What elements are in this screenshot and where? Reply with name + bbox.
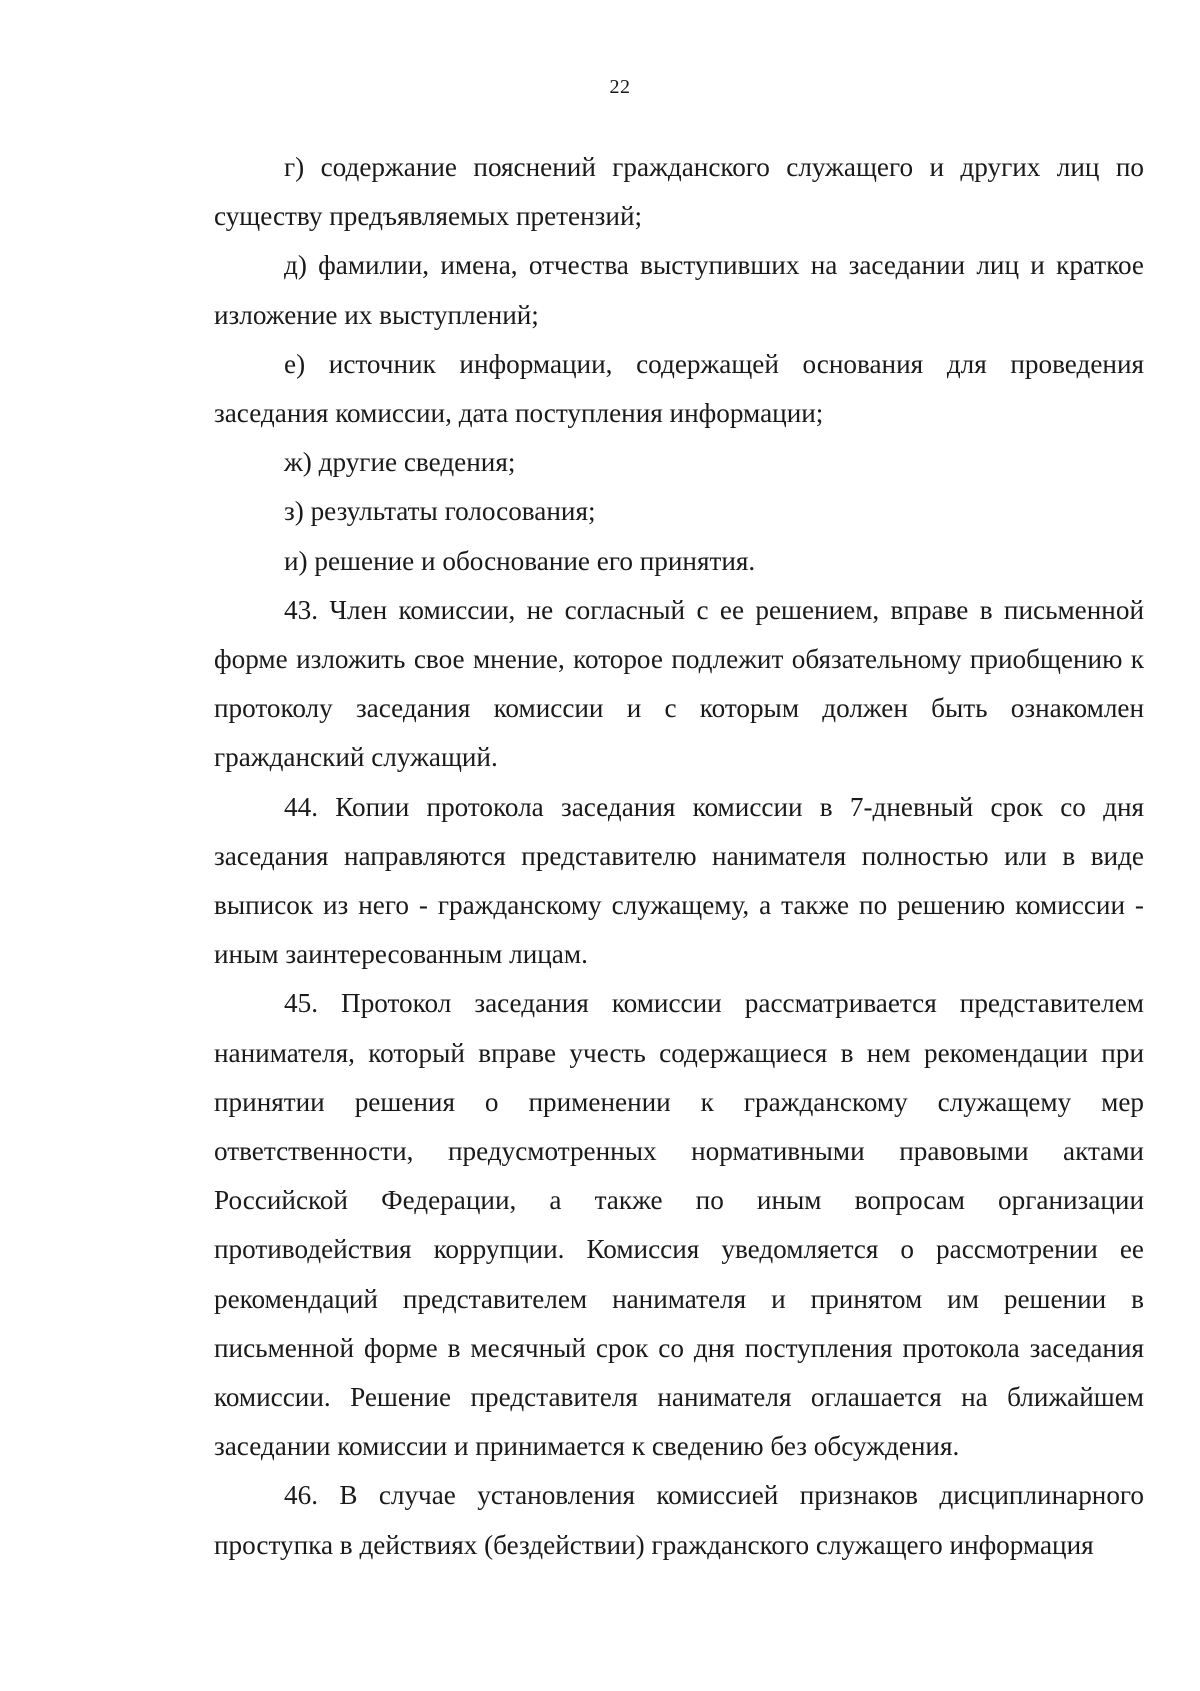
document-body xyxy=(214,143,1144,1570)
paragraph-i: и) решение и обоснование его принятия. xyxy=(284,545,756,576)
paragraph-46: 46. В случае установления комиссией признаков дисциплинарного проступка в действиях (бездействии) гражданского служащего информация xyxy=(214,1480,1144,1560)
paragraph-z: з) результаты голосования; xyxy=(284,496,596,527)
paragraph-e: е) источник информации, содержащей основания для проведения заседания комиссии, дата поступления информации; xyxy=(214,348,1144,429)
paragraph-44: 44. Копии протокола заседания комиссии в 7-дневный срок со дня заседания направляются представителю нанимателя полностью или в виде выписок из него - гражданскому служащему, а также по решению комиссии - иным заинтересованным лицам. xyxy=(214,791,1144,970)
paragraph-43: 43. Член комиссии, не согласный с ее решением, вправе в письменной форме изложить свое мнение, которое подлежит обязательному приобщению к протоколу заседания комиссии и с которым должен быть ознакомлен гражданский служащий. xyxy=(214,594,1144,773)
paragraph-d: д) фамилии, имена, отчества выступивших на заседании лиц и краткое изложение их выступлений; xyxy=(214,250,1144,330)
page-number: 22 xyxy=(609,76,631,98)
paragraph-zh: ж) другие сведения; xyxy=(284,447,516,478)
paragraph-45: 45. Протокол заседания комиссии рассматривается представителем нанимателя, который вправе учесть содержащиеся в нем рекомендации при принятии решения о применении к гражданскому служащему мер ответственности, предусмотренных нормативными правовыми актами Российской Федерации, а также по иным вопросам организации противодействия коррупции. Комиссия уведомляется о рассмотрении ее рекомендаций представителем нанимателя и принятом им решении в письменной форме в месячный срок со дня поступления протокола заседания комиссии. Решение представителя нанимателя оглашается на ближайшем заседании комиссии и принимается к сведению без обсуждения. xyxy=(214,988,1144,1462)
paragraph-g: г) содержание пояснений гражданского служащего и других лиц по существу предъявляемых претензий; xyxy=(214,152,1144,232)
